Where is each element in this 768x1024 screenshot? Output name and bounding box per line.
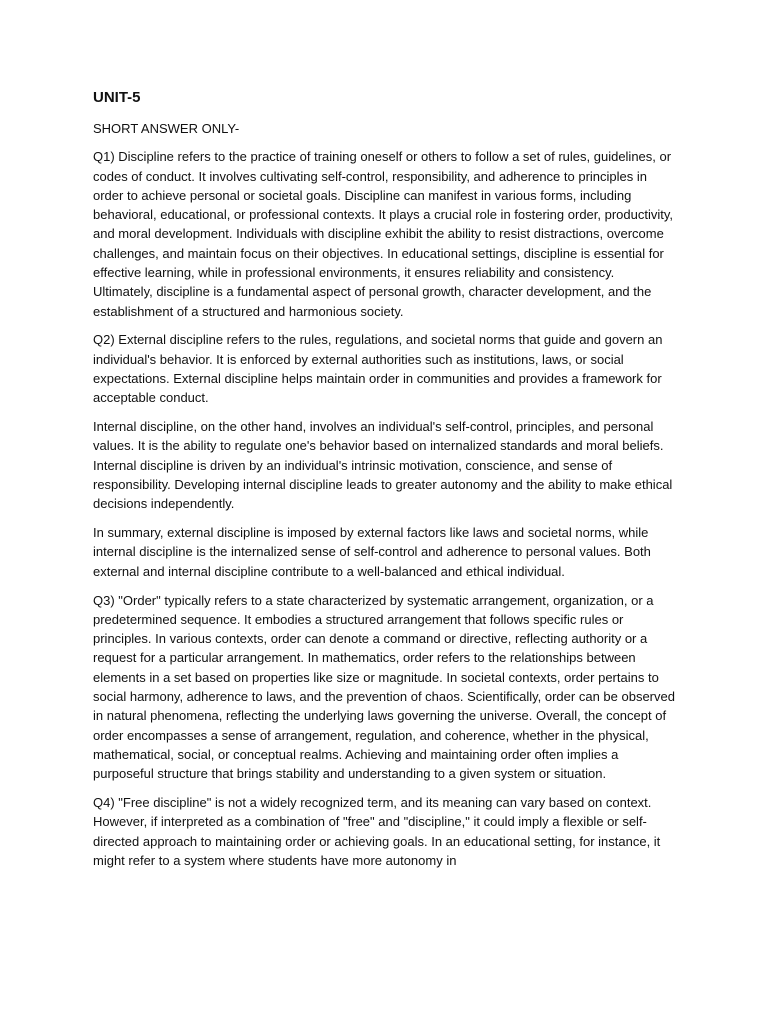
summary-paragraph: In summary, external discipline is imposed by external factors like laws and societal norms, while internal discipline is the internalized sense of self-control and adherence to personal values. Both external and internal discipline contribute to a well-balanced and ethical individual. xyxy=(93,525,651,579)
answer-q2-paragraph: Q2) External discipline refers to the rules, regulations, and societal norms that guide and govern an individual's behavior. It is enforced by external authorities such as institutions, laws, or social expectations. External discipline helps maintain order in communities and provides a framework for acceptable conduct. xyxy=(93,332,663,406)
document-page xyxy=(93,88,675,880)
answer-q4-paragraph: Q4) "Free discipline" is not a widely recognized term, and its meaning can vary based on context. However, if interpreted as a combination of "free" and "discipline," it could imply a flexible or self-directed approach to maintaining order or achieving goals. In an educational setting, for instance, it might refer to a system where students have more autonomy in xyxy=(93,795,661,868)
internal-discipline-paragraph: Internal discipline, on the other hand, involves an individual's self-control, principles, and personal values. It is the ability to regulate one's behavior based on internalized standards and moral beliefs. Internal discipline is driven by an individual's intrinsic motivation, conscience, and sense of responsibility. Developing internal discipline leads to greater autonomy and the ability to make ethical decisions independently. xyxy=(93,419,673,512)
section-subtitle: SHORT ANSWER ONLY- xyxy=(93,121,240,136)
answer-q3-paragraph: Q3) "Order" typically refers to a state characterized by systematic arrangement, organization, or a predetermined sequence. It embodies a structured arrangement that follows specific rules or principles. In various contexts, order can denote a command or directive, reflecting authority or a request for a particular arrangement. In mathematics, order refers to the relationships between elements in a set based on properties like size or magnitude. In societal contexts, order pertains to social harmony, adherence to laws, and the prevention of chaos. Scientifically, order can be observed in natural phenomena, reflecting the underlying laws governing the universe. Overall, the concept of order encompasses a sense of arrangement, regulation, and coherence, whether in the physical, mathematical, social, or conceptual realms. Achieving and maintaining order often implies a purposeful structure that brings stability and understanding to a given system or situation. xyxy=(93,592,675,782)
unit-title: UNIT-5 xyxy=(93,89,141,106)
answer-q1-paragraph: Q1) Discipline refers to the practice of training oneself or others to follow a set of rules, guidelines, or codes of conduct. It involves cultivating self-control, responsibility, and adherence to principles in order to achieve personal or societal goals. Discipline can manifest in various forms, including behavioral, educational, or professional contexts. It plays a crucial role in fostering order, productivity, and moral development. Individuals with discipline exhibit the ability to resist distractions, overcome challenges, and maintain focus on their objectives. In educational settings, discipline is essential for effective learning, while in professional environments, it ensures reliability and consistency. Ultimately, discipline is a fundamental aspect of personal growth, character development, and the establishment of a structured and harmonious society. xyxy=(93,149,674,319)
